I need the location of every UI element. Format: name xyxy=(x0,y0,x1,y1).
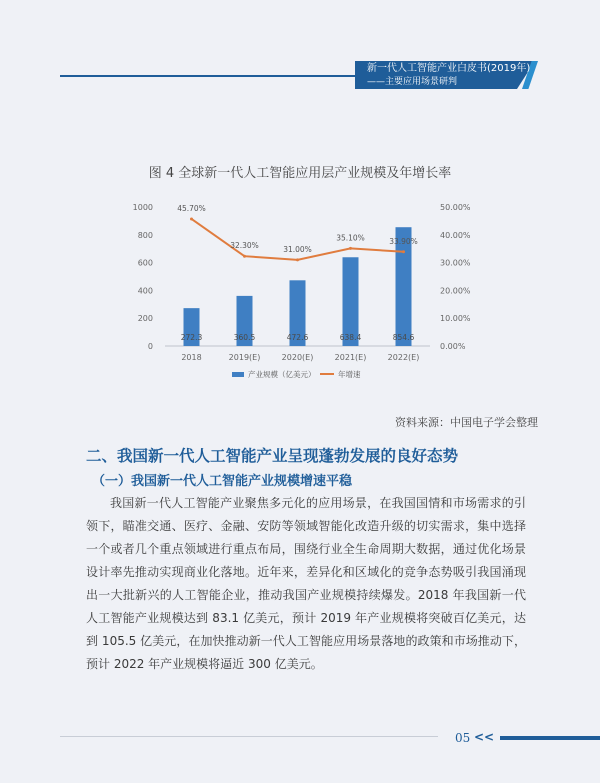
growth-point xyxy=(296,258,299,261)
section-subheading: （一）我国新一代人工智能产业规模增速平稳 xyxy=(92,474,353,489)
y-right-tick-label: 20.00% xyxy=(440,286,471,296)
growth-point xyxy=(349,247,352,250)
header-subtitle: ——主要应用场景研判 xyxy=(367,77,458,87)
y-left-tick-label: 600 xyxy=(137,258,153,268)
body-paragraph: 我国新一代人工智能产业聚焦多元化的应用场景，在我国国情和市场需求的引领下，瞄准交通、医疗、金融、安防等领域智能化改造升级的切实需求，集中选择一个或者几个重点领域进行重点布局，围绕行业全生命周期大数据，通过优化场景设计率先推动实现商业化落地。近年来，差异化和区域化的竞争态势吸引我国涌现出一大批新兴的人工智能企业，推动我国产业规模持续爆发。2018 年我国新一代人工智能产业规模达到 83.1 亿美元，预计 2019 年产业规模将突破百亿美元，达到 105.5 亿美元，在加快推动新一代人工智能应用场景落地的政策和市场推动下，预计 2022 年产业规模将逼近 300 亿美元。 xyxy=(86,496,526,671)
y-right-tick-label: 50.00% xyxy=(440,203,471,212)
header-rule xyxy=(60,75,360,77)
bar-value-label: 854.6 xyxy=(392,333,415,342)
x-tick-label: 2018 xyxy=(181,353,202,362)
growth-value-label: 45.70% xyxy=(177,203,206,213)
figure-title: 图 4 全球新一代人工智能应用层产业规模及年增长率 xyxy=(148,166,452,181)
growth-value-label: 33.90% xyxy=(389,236,418,246)
bar-value-label: 638.4 xyxy=(339,333,362,342)
growth-point xyxy=(402,250,405,253)
y-right-tick-label: 40.00% xyxy=(440,230,471,240)
footer-bar xyxy=(500,736,600,740)
growth-value-label: 31.00% xyxy=(283,244,312,254)
legend-bar-swatch xyxy=(232,372,244,377)
x-tick-label: 2021(E) xyxy=(334,353,367,362)
y-left-tick-label: 1000 xyxy=(132,203,153,212)
growth-value-label: 35.10% xyxy=(336,233,365,243)
growth-point xyxy=(243,255,246,258)
growth-value-label: 32.30% xyxy=(230,241,259,251)
growth-point xyxy=(190,217,193,220)
bar-value-label: 472.6 xyxy=(286,333,309,342)
figure-source: 资料来源：中国电子学会整理 xyxy=(395,416,538,429)
x-tick-label: 2019(E) xyxy=(228,353,261,362)
page-arrows: << xyxy=(474,730,495,744)
y-left-tick-label: 800 xyxy=(137,230,153,240)
y-left-tick-label: 0 xyxy=(147,342,153,351)
y-right-tick-label: 10.00% xyxy=(440,314,471,324)
legend-line-label: 年增速 xyxy=(338,370,361,379)
y-left-tick-label: 400 xyxy=(137,286,153,296)
header-title: 新一代人工智能产业白皮书(2019年) xyxy=(367,63,531,74)
y-right-tick-label: 0.00% xyxy=(440,342,466,351)
page-number: 05 xyxy=(455,731,471,745)
bar-value-label: 360.5 xyxy=(233,333,256,342)
bar-value-label: 272.3 xyxy=(180,333,203,342)
section-heading: 二、我国新一代人工智能产业呈现蓬勃发展的良好态势 xyxy=(86,447,459,465)
y-right-tick-label: 30.00% xyxy=(440,258,471,268)
y-left-tick-label: 200 xyxy=(137,314,153,324)
x-tick-label: 2022(E) xyxy=(387,353,420,362)
bar-line-chart xyxy=(0,190,600,390)
footer-rule xyxy=(60,736,438,737)
legend-bar-label: 产业规模（亿美元） xyxy=(248,370,316,379)
x-tick-label: 2020(E) xyxy=(281,353,314,362)
